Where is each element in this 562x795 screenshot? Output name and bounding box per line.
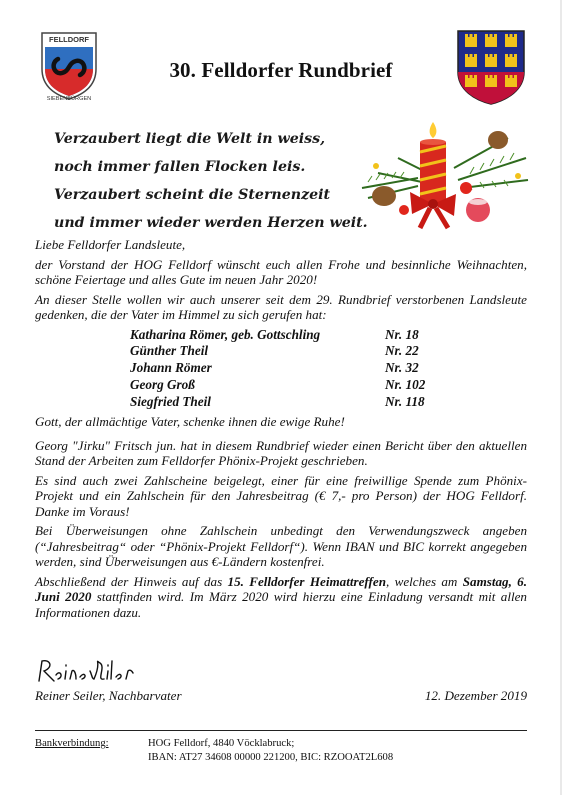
bank-address: HOG Felldorf, 4840 Vöcklabruck; bbox=[148, 738, 295, 749]
deceased-list bbox=[130, 327, 425, 411]
signer-name: Reiner Seiler, Nachbarvater bbox=[35, 688, 182, 703]
list-item bbox=[130, 327, 425, 344]
deceased-name: Günther Theil bbox=[130, 343, 209, 359]
deceased-name: Johann Römer bbox=[130, 360, 212, 376]
payment-slips-paragraph: Es sind auch zwei Zahlscheine beigelegt, einer für eine freiwillige Spende zum Phönix-Projekt und ein Zahlschein für den Jahresbeitrag (€ 7,- pro Person) der HOG Felldorf. Danke im Voraus! bbox=[35, 472, 527, 519]
handwritten-signature bbox=[36, 657, 136, 685]
transfer-info-paragraph: Bei Überweisungen ohne Zahlschein unbedingt den Verwendungszweck angeben (“Jahresbeitrag“ oder “Phönix-Projekt Felldorf“). Wenn IBAN und BIC korrekt angegeben werden, sind Überweisungen aus €-Ländern kostenfrei. bbox=[35, 523, 527, 570]
svg-text:SIEBENBÜRGEN: SIEBENBÜRGEN bbox=[46, 96, 92, 101]
poem-line: Verzaubert scheint die Sternenzeit bbox=[54, 187, 331, 203]
deceased-name: Siegfried Theil bbox=[130, 393, 211, 409]
poem-line: Verzaubert liegt die Welt in weiss, bbox=[54, 131, 326, 147]
bank-iban-bic: IBAN: AT27 34608 00000 221200, BIC: RZOOAT2L608 bbox=[148, 752, 394, 763]
list-item bbox=[130, 377, 425, 394]
prayer-paragraph: Gott, der allmächtige Vater, schenke ihnen die ewige Ruhe! bbox=[35, 414, 345, 430]
poem-line: und immer wieder werden Herzen weit. bbox=[54, 215, 368, 231]
list-item bbox=[130, 343, 425, 360]
report-paragraph: Georg "Jirku" Fritsch jun. hat in diesem Rundbrief wieder einen Bericht über den aktuellen Stand der Arbeiten zum Felldorfer Phönix-Projekt geschrieben. bbox=[35, 437, 527, 469]
letter-date: 12. Dezember 2019 bbox=[424, 688, 527, 703]
bank-details-label: Bankverbindung: bbox=[35, 738, 109, 749]
house-number: Nr. 118 bbox=[385, 393, 425, 409]
christmas-candle-illustration bbox=[358, 118, 530, 234]
svg-text:FELLDORF: FELLDORF bbox=[49, 35, 89, 44]
deceased-name: Katharina Römer, geb. Gottschling bbox=[130, 326, 321, 342]
meeting-name: 15. Felldorfer Heimattreffen bbox=[227, 573, 386, 589]
house-number: Nr. 22 bbox=[385, 343, 419, 359]
greeting-paragraph: der Vorstand der HOG Felldorf wünscht euch allen Frohe und besinnliche Weihnachten, schöne Feiertage und alles Gute im neuen Jahr 2020! bbox=[35, 256, 527, 287]
bank-details-value bbox=[148, 737, 393, 765]
deceased-name: Georg Groß bbox=[130, 376, 195, 392]
house-number: Nr. 18 bbox=[385, 326, 419, 342]
list-item bbox=[130, 394, 425, 411]
footer-divider bbox=[35, 730, 527, 731]
remembrance-paragraph: An dieser Stelle wollen wir auch unserer seit dem 29. Rundbrief verstorbenen Landsleute gedenken, die der Vater im Himmel zu sich gerufen hat: bbox=[35, 291, 527, 322]
transylvania-coat-of-arms-logo bbox=[455, 28, 527, 106]
page-title: 30. Felldorfer Rundbrief bbox=[169, 58, 393, 82]
list-item bbox=[130, 360, 425, 377]
salutation: Liebe Felldorfer Landsleute, bbox=[35, 237, 186, 252]
letter-body bbox=[35, 237, 527, 620]
christmas-poem bbox=[54, 125, 374, 237]
meeting-date: Samstag, 6. Juni 2020 bbox=[35, 573, 528, 605]
meeting-paragraph: Abschließend der Hinweis auf das 15. Felldorfer Heimattreffen, welches am Samstag, 6. Juni 2020 stattfinden wird. Im März 2020 wird hierzu eine Einladung versandt mit allen Informationen dazu. bbox=[35, 573, 528, 620]
poem-line: noch immer fallen Flocken leis. bbox=[54, 159, 306, 175]
house-number: Nr. 32 bbox=[385, 360, 419, 376]
house-number: Nr. 102 bbox=[385, 376, 426, 392]
